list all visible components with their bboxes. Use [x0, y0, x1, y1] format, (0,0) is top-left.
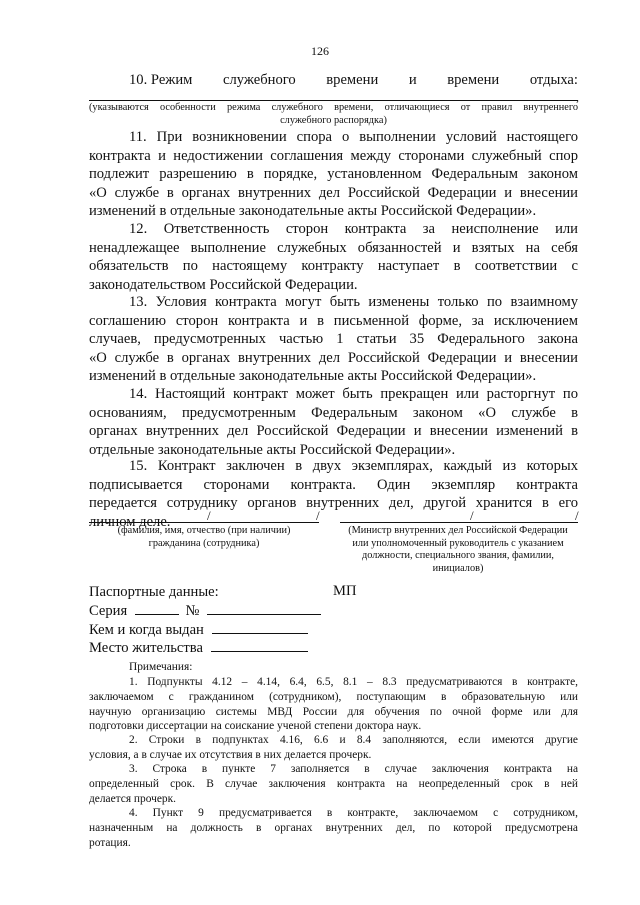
passport-block: [89, 583, 349, 658]
series-label: Серия: [89, 602, 128, 619]
citizen-signature-caption: (фамилия, имя, отчество (при наличии) гражданина (сотрудника): [117, 525, 291, 549]
residence-label: Место жительства: [89, 640, 203, 657]
item-10-caption: (указываются особенности режима служебного времени, отличающиеся от правил внутреннего служебного распорядка): [89, 102, 578, 126]
item-10-heading: [129, 72, 578, 89]
minister-signature-line[interactable]: [340, 522, 578, 523]
minister-signature-caption: (Министр внутренних дел Российской Федерации или уполномоченный руководитель с указанием должности, специального звания, фамилии, инициалов): [348, 525, 568, 574]
signature-slash: /: [470, 508, 474, 523]
passport-series-row: [89, 602, 349, 621]
series-field[interactable]: [135, 602, 179, 615]
number-label: №: [185, 602, 200, 619]
item-10-word: служебного: [223, 72, 296, 88]
note-2: 2. Строки в подпунктах 4.16, 6.6 и 8.4 заполняются, если имеются другие условия, а в случае их отсутствия в них делается прочерк.: [89, 734, 578, 761]
note-1: 1. Подпункты 4.12 – 4.14, 6.4, 6.5, 8.1 – 8.3 предусматриваются в контракте, заключаемом с гражданином (сотрудником), поступающим в образовательную или научную организацию системы МВД России для обучения по очной форме или для подготовки диссертации на соискание ученой степени доктора наук.: [89, 676, 578, 733]
signature-slash: /: [316, 508, 320, 523]
note-3: 3. Строка в пункте 7 заполняется в случае заключения контракта на определенный срок. В случае заключения контракта на неопределенный срок в ней делается прочерк.: [89, 763, 578, 805]
stamp-place-label: МП: [333, 583, 357, 599]
issued-field[interactable]: [212, 621, 308, 634]
paragraph-11: 11. При возникновении спора о выполнении условий настоящего контракта и недостижении соглашения между сторонами служебный спор подлежит разрешению в порядке, установленном Федеральным законом «О службе в органах внутренних дел Российской Федерации и внесении изменений в отдельные законодательные акты Российской Федерации».: [89, 129, 578, 220]
citizen-signature-line[interactable]: [89, 522, 319, 523]
passport-issued-row: [89, 621, 349, 640]
number-field[interactable]: [207, 602, 321, 615]
issued-label: Кем и когда выдан: [89, 621, 204, 638]
notes-title: Примечания:: [129, 661, 193, 673]
signature-slash: /: [575, 508, 579, 523]
blank-line-end-mark: ,: [576, 90, 579, 104]
item-10-word: отдыха:: [529, 72, 578, 88]
page-number: 126: [311, 44, 329, 58]
item-10-blank-line[interactable]: [89, 100, 578, 101]
item-10-word: 10. Режим: [129, 72, 193, 88]
paragraph-13: 13. Условия контракта могут быть изменены только по взаимному соглашению сторон контракта и в письменной форме, за исключением случаев, предусмотренных частью 1 статьи 35 Федерального закона «О службе в органах внутренних дел Российской Федерации и внесении изменений в отдельные законодательные акты Российской Федерации».: [89, 294, 578, 385]
passport-title: Паспортные данные:: [89, 584, 219, 600]
note-4: 4. Пункт 9 предусматривается в контракте, заключаемом с сотрудником, назначенным на должность в органах внутренних дел, по которой предусмотрена ротация.: [89, 807, 578, 849]
paragraph-15: 15. Контракт заключен в двух экземплярах, каждый из которых подписывается сторонами контракта. Один экземпляр контракта передается сотруднику органов внутренних дел, другой хранится в его личном деле.: [89, 458, 578, 530]
residence-field[interactable]: [211, 639, 308, 652]
signature-slash: /: [207, 508, 211, 523]
paragraph-12: 12. Ответственность сторон контракта за неисполнение или ненадлежащее выполнение служебных обязанностей и взятых на себя обязательств по настоящему контракту наступает в соответствии с законодательством Российской Федерации.: [89, 221, 578, 293]
passport-residence-row: [89, 639, 349, 658]
item-10-word: и: [408, 72, 417, 88]
paragraph-14: 14. Настоящий контракт может быть прекращен или расторгнут по основаниям, предусмотренным Федеральным законом «О службе в органах внутренних дел Российской Федерации и внесении изменений в отдельные законодательные акты Российской Федерации».: [89, 386, 578, 458]
item-10-word: времени: [447, 72, 500, 88]
item-10-word: времени: [326, 72, 379, 88]
